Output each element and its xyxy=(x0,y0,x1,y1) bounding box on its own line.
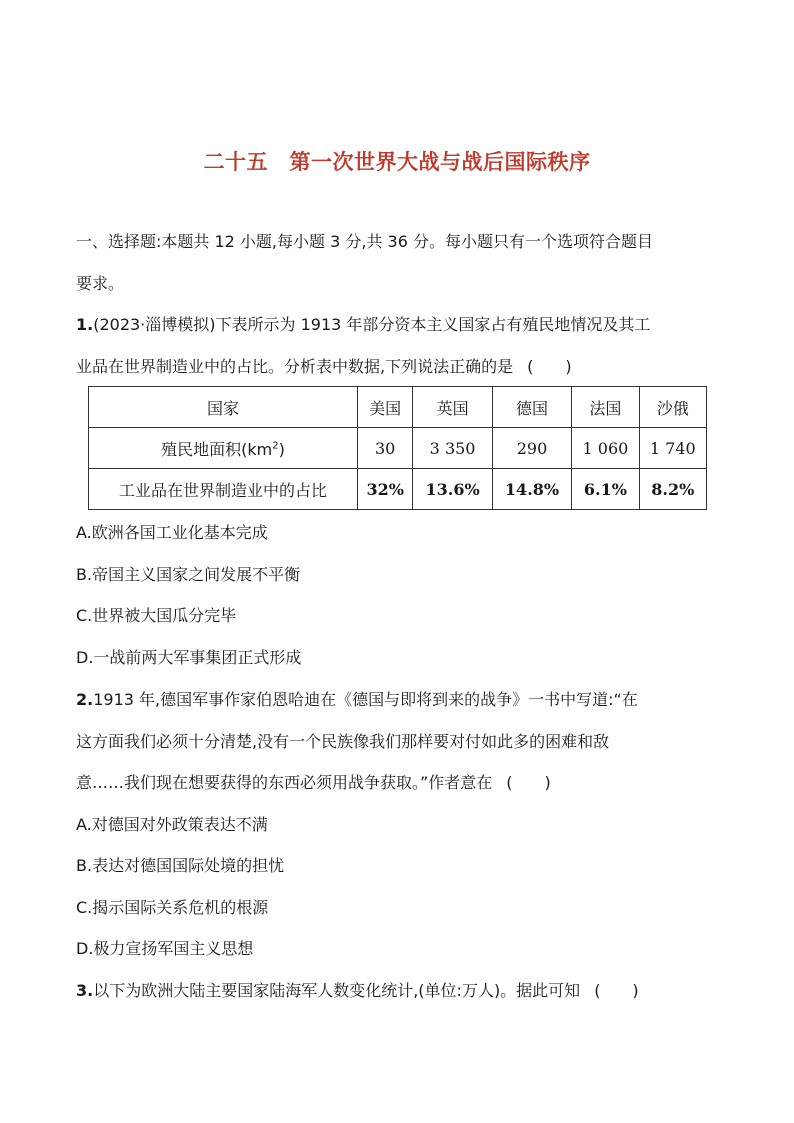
q3-number: 3. xyxy=(76,981,94,1000)
q1-text-2: 业品在世界制造业中的占比。分析表中数据,下列说法正确的是 xyxy=(76,357,514,376)
q3-text-1: 以下为欧洲大陆主要国家陆海军人数变化统计,(单位:万人)。据此可知 xyxy=(93,981,581,1000)
q2-stem-line-3 xyxy=(76,772,726,794)
table-header-cell: 沙俄 xyxy=(639,387,706,428)
q2-number: 2. xyxy=(76,690,94,709)
q2-option-d[interactable]: D.极力宣扬军国主义思想 xyxy=(76,939,254,958)
q1-option-a[interactable]: A.欧洲各国工业化基本完成 xyxy=(76,523,268,542)
table-cell: 1 060 xyxy=(572,428,639,469)
table-row-label xyxy=(89,428,358,469)
q3-answer-paren: ( ) xyxy=(594,981,639,1000)
table-header-cell: 法国 xyxy=(572,387,639,428)
table-row-colony-area xyxy=(89,428,707,469)
section-instructions-line-1: 一、选择题:本题共 12 小题,每小题 3 分,共 36 分。每小题只有一个选项符合题目 xyxy=(76,232,653,251)
table-row-label: 工业品在世界制造业中的占比 xyxy=(89,469,358,510)
q1-data-table xyxy=(88,386,707,510)
q1-option-d[interactable]: D.一战前两大军事集团正式形成 xyxy=(76,648,302,667)
q1-text-1: (2023·淄博模拟)下表所示为 1913 年部分资本主义国家占有殖民地情况及其工 xyxy=(93,315,651,334)
table-cell: 30 xyxy=(358,428,413,469)
table-cell: 32% xyxy=(358,469,413,510)
table-row-manufacturing-share xyxy=(89,469,707,510)
q2-option-a[interactable]: A.对德国对外政策表达不满 xyxy=(76,815,268,834)
table-header-cell: 国家 xyxy=(89,387,358,428)
table-header-cell: 美国 xyxy=(358,387,413,428)
q2-text-3: 意……我们现在想要获得的东西必须用战争获取。”作者意在 xyxy=(76,773,493,792)
label-sup: 2 xyxy=(272,440,279,452)
q2-option-b[interactable]: B.表达对德国国际处境的担忧 xyxy=(76,856,285,875)
q1-stem-line-1 xyxy=(76,314,726,336)
table-header-cell: 英国 xyxy=(413,387,492,428)
q1-answer-paren: ( ) xyxy=(527,357,572,376)
table-header-cell: 德国 xyxy=(492,387,571,428)
table-cell: 13.6% xyxy=(413,469,492,510)
table-cell: 1 740 xyxy=(639,428,706,469)
label-suffix: ) xyxy=(278,439,285,459)
table-header-row xyxy=(89,387,707,428)
q2-stem-line-1 xyxy=(76,689,726,711)
table-cell: 14.8% xyxy=(492,469,571,510)
q2-option-c[interactable]: C.揭示国际关系危机的根源 xyxy=(76,898,269,917)
q2-text-1: 1913 年,德国军事作家伯恩哈迪在《德国与即将到来的战争》一书中写道:“在 xyxy=(93,690,638,709)
table-cell: 3 350 xyxy=(413,428,492,469)
table-cell: 290 xyxy=(492,428,571,469)
q1-stem-line-2 xyxy=(76,356,726,378)
q2-answer-paren: ( ) xyxy=(506,773,551,792)
q3-stem-line-1 xyxy=(76,980,726,1002)
q1-option-b[interactable]: B.帝国主义国家之间发展不平衡 xyxy=(76,565,301,584)
table-cell: 6.1% xyxy=(572,469,639,510)
q2-stem-line-2: 这方面我们必须十分清楚,没有一个民族像我们那样要对付如此多的困难和敌 xyxy=(76,732,610,751)
table-cell: 8.2% xyxy=(639,469,706,510)
page-title: 二十五 第一次世界大战与战后国际秩序 xyxy=(203,150,591,174)
q1-number: 1. xyxy=(76,315,94,334)
q1-option-c[interactable]: C.世界被大国瓜分完毕 xyxy=(76,606,237,625)
label-prefix: 殖民地面积(km xyxy=(161,439,273,459)
section-instructions-line-2: 要求。 xyxy=(76,274,125,293)
